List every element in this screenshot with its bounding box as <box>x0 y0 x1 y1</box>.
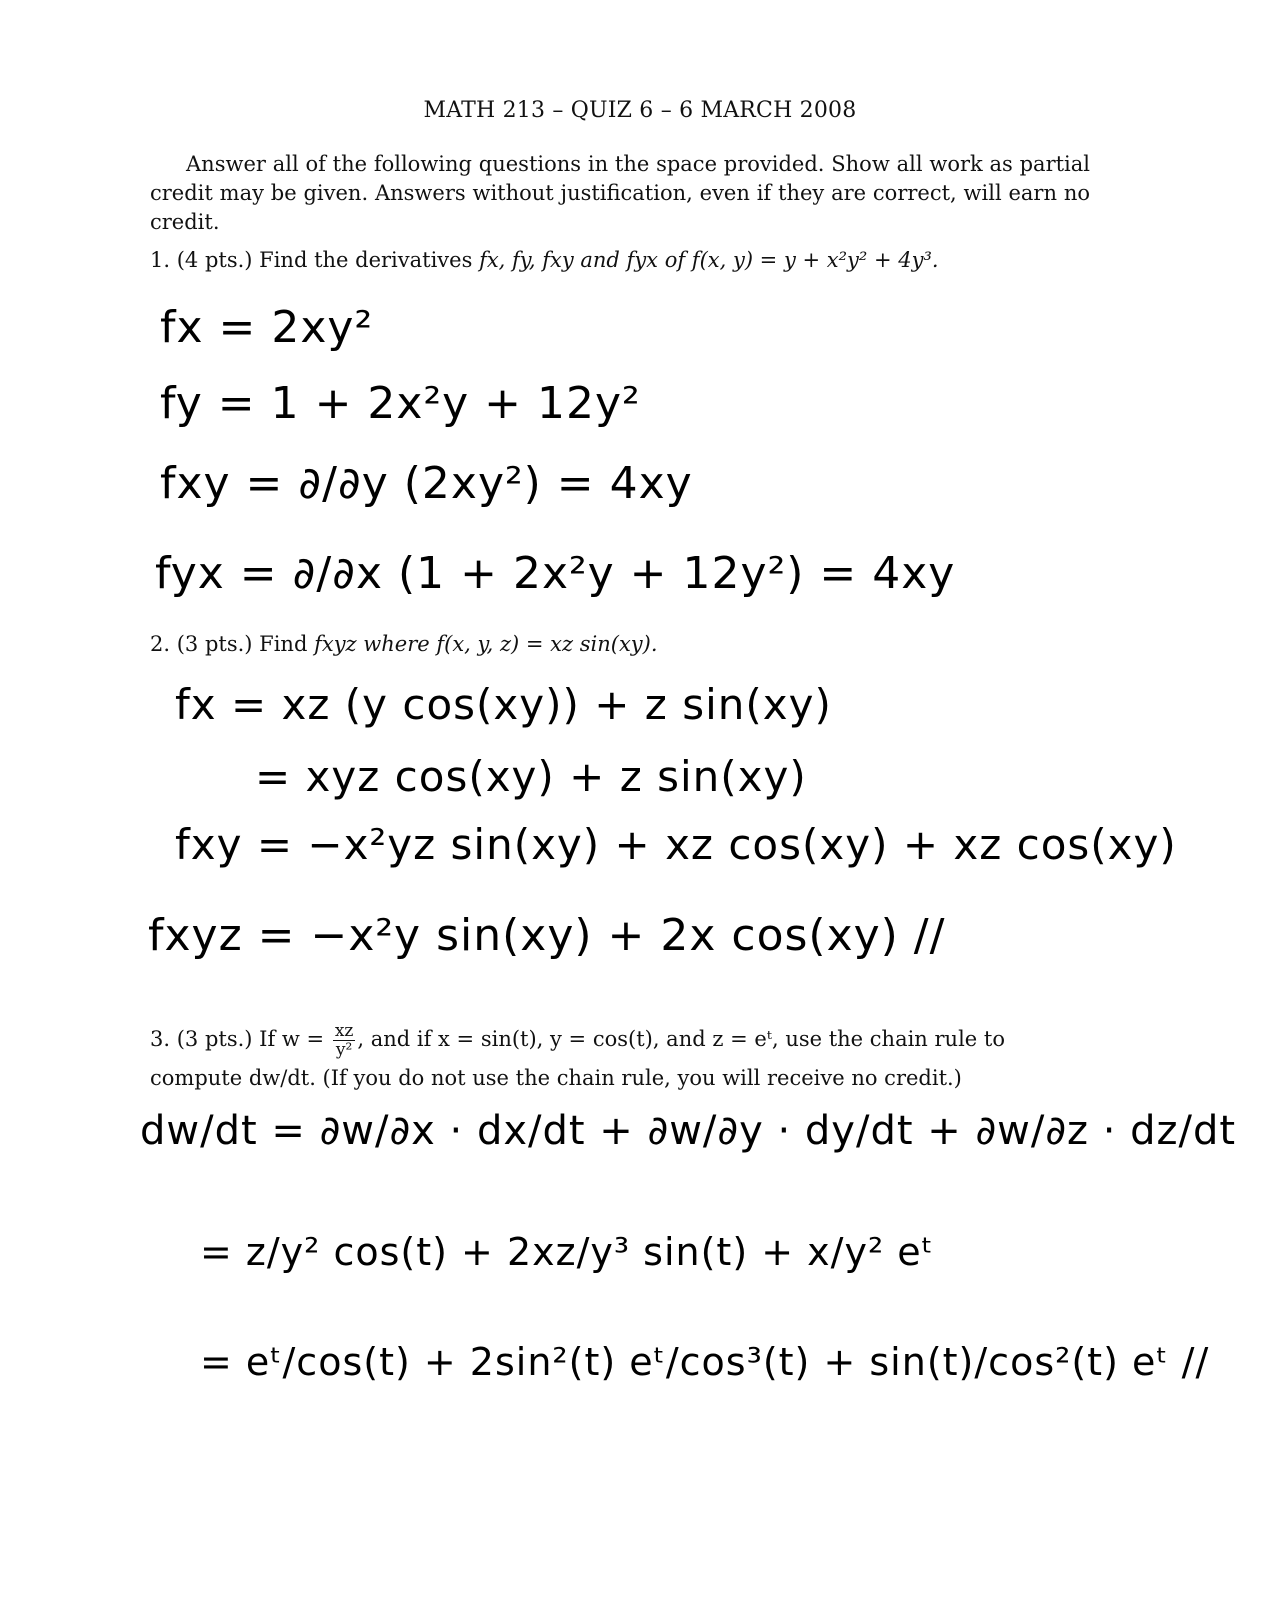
answer-2-line-4: fxyz = −x²y sin(xy) + 2x cos(xy) // <box>148 910 946 961</box>
answer-1-line-2: fy = 1 + 2x²y + 12y² <box>160 378 641 429</box>
page-title: MATH 213 – QUIZ 6 – 6 MARCH 2008 <box>423 98 857 123</box>
answer-1-line-3: fxy = ∂/∂y (2xy²) = 4xy <box>160 458 693 509</box>
answer-1-line-1: fx = 2xy² <box>160 302 374 353</box>
question-3-rest: , and if x = sin(t), y = cos(t), and z = eᵗ, use the chain rule to compute dw/dt. (If you do not use the chain rule, you will receive no credit.) <box>150 1027 1005 1090</box>
question-2 <box>150 632 658 656</box>
answer-2-line-2: = xyz cos(xy) + z sin(xy) <box>255 752 807 801</box>
answer-3-line-1: dw/dt = ∂w/∂x · dx/dt + ∂w/∂y · dy/dt + ∂w/∂z · dz/dt <box>140 1108 1237 1154</box>
question-2-math: fxyz where f(x, y, z) = xz sin(xy). <box>314 632 658 656</box>
question-3-fraction <box>333 1022 356 1059</box>
question-1-prefix: 1. (4 pts.) Find the derivatives <box>150 248 480 272</box>
question-3-prefix: 3. (3 pts.) If w = <box>150 1027 331 1051</box>
question-2-prefix: 2. (3 pts.) Find <box>150 632 315 656</box>
answer-3-line-2: = z/y² cos(t) + 2xz/y³ sin(t) + x/y² eᵗ <box>200 1230 934 1274</box>
fraction-denominator: y² <box>335 1040 353 1060</box>
answer-2-line-1: fx = xz (y cos(xy)) + z sin(xy) <box>175 680 832 729</box>
question-1 <box>150 248 939 272</box>
answer-1-line-4: fyx = ∂/∂x (1 + 2x²y + 12y²) = 4xy <box>155 548 956 599</box>
fraction-numerator: xz <box>334 1021 354 1041</box>
question-3 <box>150 1020 1090 1097</box>
instructions: Answer all of the following questions in the space provided. Show all work as partial credit may be given. Answers without justification, even if they are correct, will earn no credit. <box>150 152 1090 234</box>
answer-2-line-3: fxy = −x²yz sin(xy) + xz cos(xy) + xz cos(xy) <box>175 820 1177 869</box>
answer-3-line-3: = eᵗ/cos(t) + 2sin²(t) eᵗ/cos³(t) + sin(t)/cos²(t) eᵗ // <box>200 1340 1210 1384</box>
question-1-math: fx, fy, fxy and fyx of f(x, y) = y + x²y² + 4y³. <box>479 248 939 272</box>
